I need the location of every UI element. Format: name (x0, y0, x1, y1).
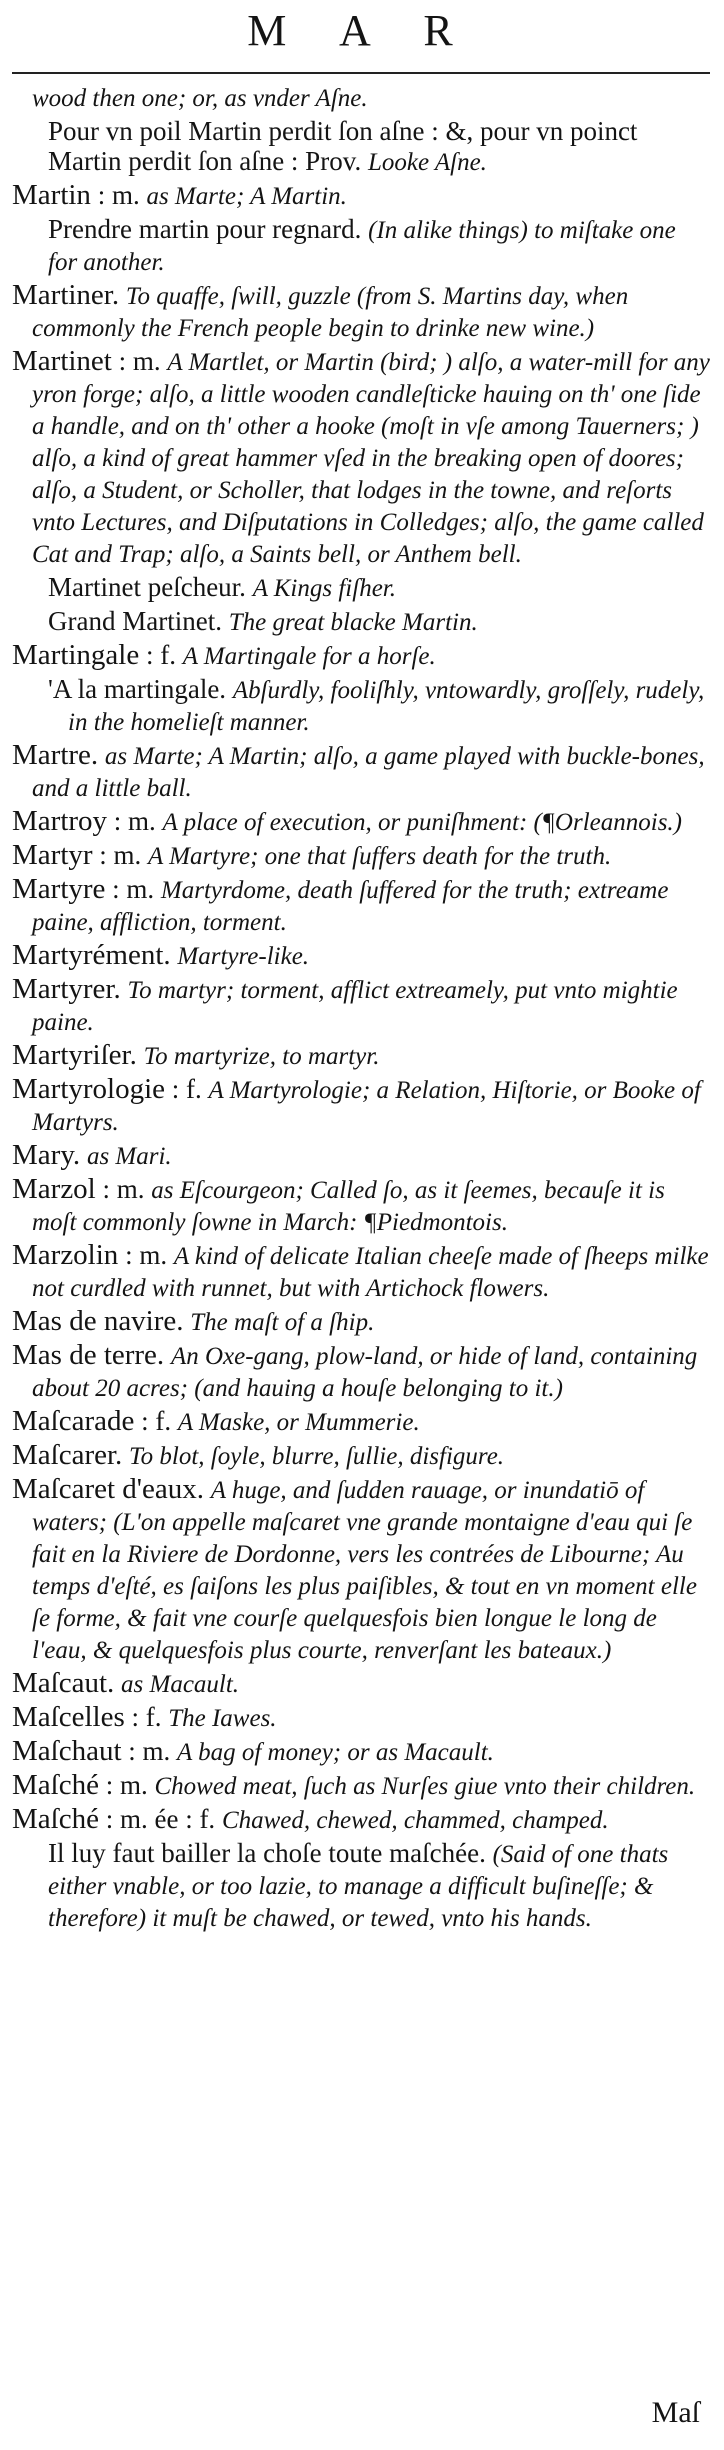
entry-grammar: : m. (107, 806, 163, 836)
entry-headword: Maſcelles (12, 1701, 125, 1733)
entry-headword: Martyrément. (12, 939, 171, 971)
dictionary-entry (12, 214, 710, 278)
dictionary-entry (12, 1838, 710, 1934)
entry-gloss: Looke Aſne. (367, 149, 487, 176)
entry-gloss: (In alike things) to miſtake one for another. (48, 217, 676, 276)
dictionary-entry (12, 572, 710, 604)
header-rule (12, 72, 710, 74)
dictionary-entry (12, 640, 710, 672)
entry-headword: Martin (12, 179, 91, 211)
entry-grammar: : m. (98, 1770, 155, 1800)
entry-headword: Maſché (12, 1803, 99, 1835)
entry-grammar (119, 280, 126, 310)
dictionary-entry (12, 1440, 710, 1472)
entry-headword: Martyrologie (12, 1073, 166, 1105)
dictionary-entry (12, 974, 710, 1038)
entry-gloss: A Martyrologie; a Relation, Hiſtorie, or Booke of Martyrs. (32, 1077, 701, 1136)
entry-gloss: A Kings fiſher. (252, 575, 396, 602)
entry-headword: Mas de terre. (12, 1339, 165, 1371)
dictionary-entry (12, 674, 710, 738)
entry-gloss: wood then one; or, as vnder Aſne. (32, 85, 368, 112)
dictionary-entry (12, 1174, 710, 1238)
entry-grammar: : f. (139, 640, 183, 670)
dictionary-entry (12, 840, 710, 872)
entry-grammar: 'A la martingale. (48, 674, 233, 704)
entry-grammar (114, 1668, 121, 1698)
entry-gloss: The great blacke Martin. (228, 609, 478, 636)
dictionary-entry (12, 1240, 710, 1304)
dictionary-entry (12, 180, 710, 212)
entry-grammar: Grand Martinet. (48, 606, 229, 636)
dictionary-entry (12, 116, 710, 178)
entry-gloss: A Martyre; one that ſuffers death for the truth. (148, 843, 612, 870)
entry-gloss: as Mari. (86, 1143, 172, 1170)
entry-gloss: (Said of one thats either vnable, or too lazie, to manage a difficult buſineſſe; & therefore) it muſt be chawed, or tewed, vnto his hands. (48, 1841, 669, 1932)
dictionary-entry (12, 1040, 710, 1072)
dictionary-entry (12, 1474, 710, 1666)
entry-headword: Martinet (12, 345, 112, 377)
entry-headword: Mary. (12, 1139, 81, 1171)
entry-gloss: as Macault. (121, 1671, 240, 1698)
entry-grammar: : m. (92, 840, 149, 870)
entry-headword: Martiner. (12, 279, 120, 311)
dictionary-entry (12, 806, 710, 838)
entry-gloss: A Martlet, or Martin (bird; ) alſo, a water-mill for any yron forge; alſo, a little wooden candleſticke hauing on th' one ſide a handle, and on th' other a hooke (moſt in vſe among Tauerners; ) alſo, a kind of great hammer vſed in the breaking open of doores; alſo, a Student, or Scholler, that lodges in the towne, and reſorts vnto Lectures, and Diſputations in Colledges; alſo, the game called Cat and Trap; alſo, a Saints bell, or Anthem bell. (32, 349, 710, 568)
entry-gloss: A kind of delicate Italian cheeſe made of ſheeps milke not curdled with runnet, but with Artichock flowers. (32, 1243, 709, 1302)
entry-headword: Mas de navire. (12, 1305, 184, 1337)
entry-gloss: To blot, ſoyle, blurre, ſullie, disfigure. (129, 1443, 505, 1470)
entry-grammar (98, 740, 105, 770)
entry-grammar: : m. (121, 1736, 178, 1766)
entry-grammar: : m. (95, 1174, 152, 1204)
entry-headword: Martyre (12, 873, 106, 905)
entry-gloss: Abſurdly, fooliſhly, vntowardly, groſſely, rudely, in the homelieſt manner. (68, 677, 705, 736)
entry-grammar (80, 1140, 87, 1170)
entry-headword: Maſcarade (12, 1405, 135, 1437)
entry-gloss: Chowed meat, ſuch as Nurſes giue vnto their children. (154, 1773, 696, 1800)
entry-headword: Maſcaret d'eaux. (12, 1473, 205, 1505)
entry-grammar: : f. (165, 1074, 209, 1104)
dictionary-entry (12, 1340, 710, 1404)
entry-grammar (164, 1340, 171, 1370)
entry-gloss: A place of execution, or puniſhment: (¶Orleannois.) (162, 809, 682, 836)
entry-grammar: : f. (124, 1702, 169, 1732)
dictionary-entry (12, 1306, 710, 1338)
entry-headword: Marzolin (12, 1239, 119, 1271)
entry-gloss: To quaffe, ſwill, guzzle (from S. Martins day, when commonly the French people begin to drinke new wine.) (32, 283, 629, 342)
entry-headword: Maſché (12, 1769, 99, 1801)
entry-gloss: as Eſcourgeon; Called ſo, as it ſeemes, becauſe it is moſt commonly ſowne in March: ¶Piedmontois. (32, 1177, 665, 1236)
dictionary-entry (12, 1406, 710, 1438)
dictionary-entry (12, 1668, 710, 1700)
dictionary-entry (12, 940, 710, 972)
entry-gloss: A bag of money; or as Macault. (177, 1739, 494, 1766)
entry-headword: Martyriſer. (12, 1039, 137, 1071)
entry-grammar: : m. (105, 874, 161, 904)
entry-gloss: The maſt of a ſhip. (190, 1309, 375, 1336)
entry-headword: Martroy (12, 805, 108, 837)
dictionary-entry (12, 1736, 710, 1768)
entry-grammar: Martinet peſcheur. (48, 572, 253, 602)
entry-grammar: : m. (90, 180, 147, 210)
dictionary-entry (12, 1804, 710, 1836)
entry-gloss: as Marte; A Martin. (146, 183, 347, 210)
entry-gloss: To martyrize, to martyr. (143, 1043, 380, 1070)
entry-gloss: An Oxe-gang, plow-land, or hide of land, containing about 20 acres; (and hauing a houſe belonging to it.) (32, 1343, 698, 1402)
entry-grammar: Prendre martin pour regnard. (48, 214, 369, 244)
dictionary-entry (12, 1074, 710, 1138)
running-head: M A R (247, 6, 475, 55)
dictionary-entry (12, 1770, 710, 1802)
dictionary-entry (12, 606, 710, 638)
entry-grammar (137, 1040, 144, 1070)
dictionary-entry (12, 1140, 710, 1172)
entry-headword: Martyr (12, 839, 93, 871)
entry-grammar: : m. (118, 1240, 174, 1270)
dictionary-entry (12, 1702, 710, 1734)
entry-list (12, 82, 710, 1934)
entry-headword: Maſcarer. (12, 1439, 123, 1471)
entry-grammar: : m. (111, 346, 168, 376)
entry-headword: Martyrer. (12, 973, 121, 1005)
dictionary-entry (12, 874, 710, 938)
entry-grammar (204, 1474, 211, 1504)
catchword: Maſ (651, 2396, 700, 2429)
entry-gloss: The Iawes. (168, 1705, 277, 1732)
entry-gloss: Martyrdome, death ſuffered for the truth; extreame paine, affliction, torment. (32, 877, 669, 936)
dictionary-entry (12, 740, 710, 804)
entry-grammar: : f. (134, 1406, 178, 1436)
entry-gloss: A Maske, or Mummerie. (177, 1409, 420, 1436)
entry-grammar: : m. ée : f. (98, 1804, 222, 1834)
entry-headword: Martre. (12, 739, 99, 771)
entry-gloss: as Marte; A Martin; alſo, a game played with buckle-bones, and a little ball. (32, 743, 705, 802)
entry-headword: Maſcaut. (12, 1667, 115, 1699)
entry-headword: Marzol (12, 1173, 96, 1205)
entry-gloss: A Martingale for a horſe. (182, 643, 436, 670)
entry-gloss: A huge, and ſudden rauage, or inundatiō of waters; (L'on appelle maſcaret vne grande montaigne d'eau qui ſe fait en la Riviere de Dordonne, vers les contrées de Libourne; Au temps d'eſté, es ſaiſons les plus paiſibles, & tout en vn moment elle ſe forme, & fait vne courſe quelquesfois bien longue le long de l'eau, & quelquesfois plus courte, renverſant les bateaux.) (32, 1477, 697, 1664)
entry-grammar: Pour vn poil Martin perdit ſon aſne : &, pour vn poinct Martin perdit ſon aſne : Prov. (48, 116, 638, 176)
entry-gloss: To martyr; torment, afflict extreamely, put vnto mightie paine. (32, 977, 678, 1036)
entry-grammar: Il luy faut bailler la choſe toute maſchée. (48, 1838, 493, 1868)
dictionary-entry (12, 82, 710, 114)
dictionary-entry (12, 346, 710, 570)
entry-gloss: Martyre-like. (177, 943, 310, 970)
entry-gloss: Chawed, chewed, chammed, champed. (221, 1807, 609, 1834)
dictionary-entry (12, 280, 710, 344)
entry-headword: Maſchaut (12, 1735, 122, 1767)
entry-headword: Martingale (12, 639, 140, 671)
